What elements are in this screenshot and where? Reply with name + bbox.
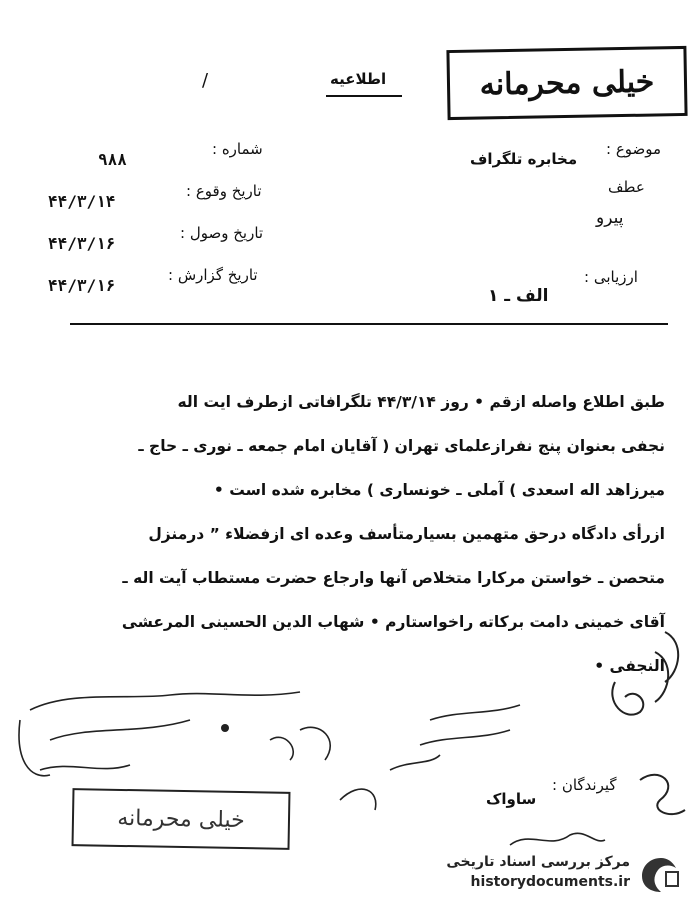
subject-label: موضوع : [606, 140, 662, 158]
recipients-value: ساواک [486, 790, 537, 808]
classification-stamp: خیلی محرمانه [446, 46, 687, 120]
header-divider [70, 323, 668, 325]
handwritten-mark-bottom-right [630, 760, 694, 830]
body-line: نجفی بعنوان پنج نفرازعلمای تهران ( آقایان امام جمعه ـ نوری ـ حاج ـ [138, 437, 665, 455]
evaluation-label: ارزیابی : [584, 268, 638, 286]
archive-watermark [420, 852, 690, 896]
subject-value: مخابره تلگراف [470, 150, 578, 168]
evaluation-value: الف ـ ۱ [488, 286, 549, 306]
body-line: آقای خمینی دامت برکاته راخواستارم • شهاب الدین الحسینی المرعشی [121, 613, 665, 631]
body-line: متحصن ـ خواستن مرکارا متخلاص آنها وارجاع حضرت مستطاب آیت اله ـ [122, 569, 665, 587]
occurrence-date-label: تاریخ وقوع : [186, 182, 262, 200]
document-type: اطلاعیه [330, 70, 387, 88]
document-body [80, 380, 665, 688]
watermark-title: مرکز بررسی اسناد تاریخی [446, 854, 630, 870]
number-label: شماره : [212, 140, 263, 158]
receipt-date-label: تاریخ وصول : [180, 224, 264, 242]
occurrence-date-value: ۴۴/۳/۱۴ [48, 192, 116, 211]
body-line: النجفی • [594, 657, 665, 675]
number-value: ۹۸۸ [98, 150, 127, 169]
follow-up-label: پیرو [596, 208, 624, 228]
top-mark: / [202, 70, 209, 91]
handwritten-notes-center [280, 690, 530, 830]
receipt-date-value: ۴۴/۳/۱۶ [48, 234, 116, 253]
classification-stamp-bottom: خیلی محرمانه [72, 788, 291, 850]
document-type-underline [326, 95, 402, 97]
handwritten-annotation-right [595, 612, 695, 742]
body-line: ازرأی دادگاه درحق متهمین بسیارمتأسف وعده ای ازفضلاء ” درمنزل [148, 525, 665, 543]
report-date-label: تاریخ گزارش : [168, 266, 258, 284]
reference-label: عطف [608, 178, 645, 196]
report-date-value: ۴۴/۳/۱۶ [48, 276, 116, 295]
body-line: میرزاهد اله اسعدی ) آملی ـ خونساری ) مخابره شده است • [213, 481, 665, 499]
body-line: طبق اطلاع واصله ازقم • روز ۴۴/۳/۱۴ تلگرافاتی ازطرف ایت اله [177, 393, 665, 411]
recipients-label: گیرندگان : [552, 776, 617, 794]
watermark-url: historydocuments.ir [470, 874, 630, 890]
archive-logo-icon [640, 856, 682, 894]
